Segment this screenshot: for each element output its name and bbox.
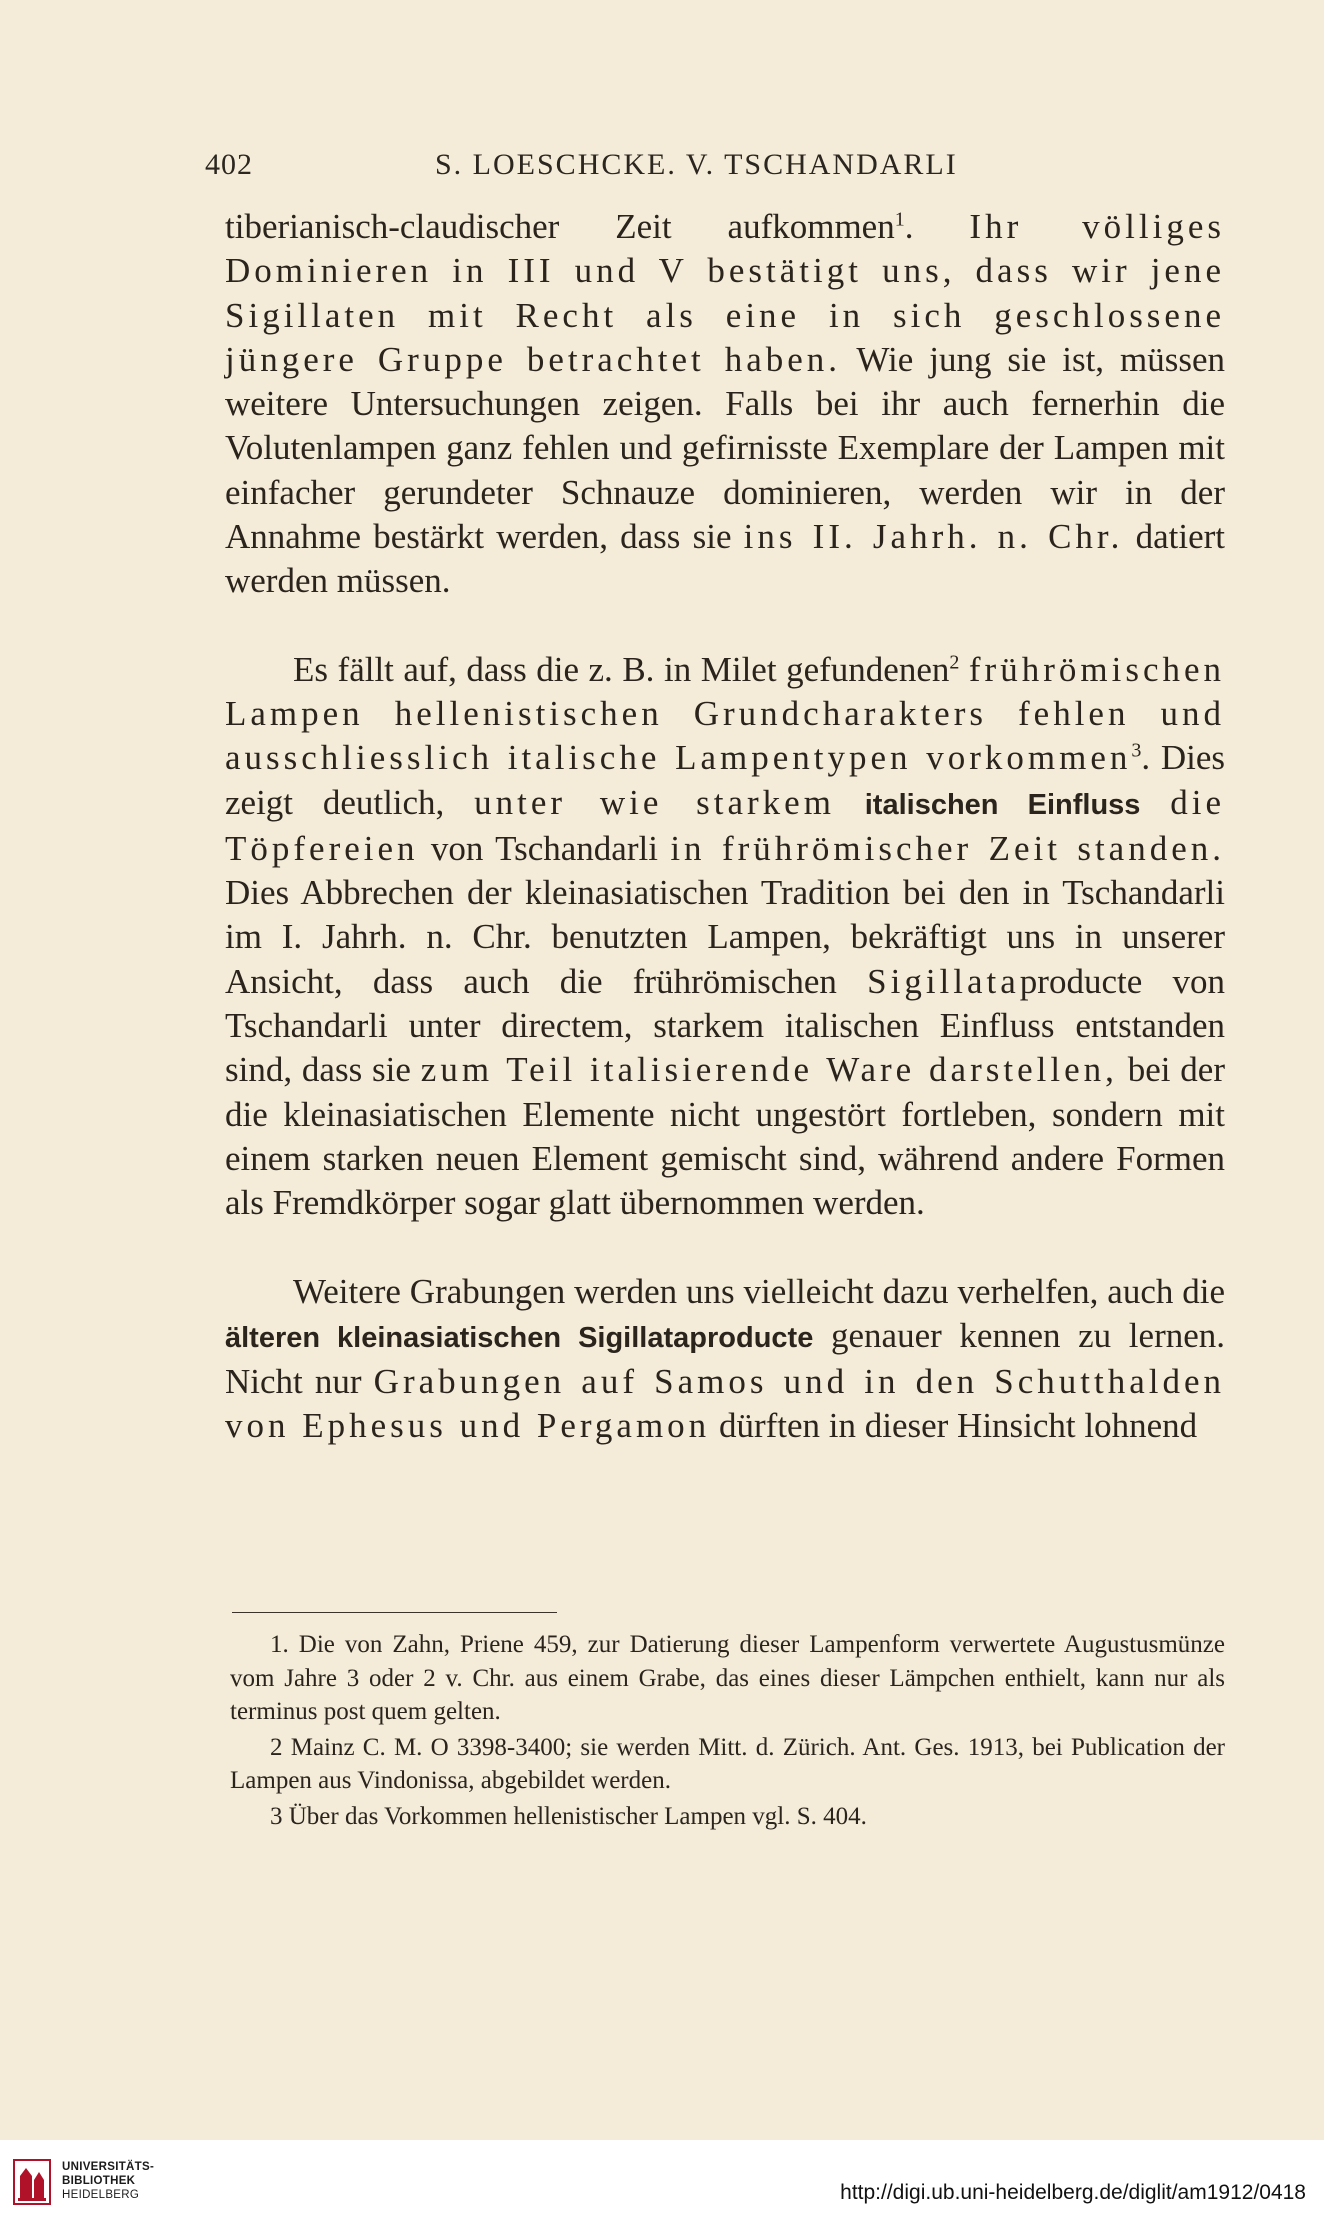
footnote-marker: 3 xyxy=(270,1802,283,1830)
text-run: datiert werden müssen. xyxy=(225,517,1225,601)
footnote-reference[interactable]: 2 xyxy=(949,651,960,674)
paragraph-3 xyxy=(225,1270,1225,1449)
library-name-line: BIBLIOTHEK xyxy=(62,2175,136,2187)
text-run: . Dies zeigt deutlich, xyxy=(225,738,1225,822)
text-run: Dies Abbrechen der kleinasiatischen Tradition bei den in Tschandarli im I. Jahrh. n. Chr. benutzten Lampen, bekräftigt uns in unserer Ansicht, dass auch die frührömischen xyxy=(225,873,1225,1001)
source-url-link[interactable]: http://digi.ub.uni-heidelberg.de/diglit/am1912/0418 xyxy=(840,2181,1306,2204)
spaced-text-run: frührömischen Lampen hellenistischen Grundcharakters fehlen und ausschliesslich italische Lampentypen vorkommen xyxy=(225,649,1226,778)
spaced-text-run: unter wie starkem xyxy=(474,782,835,822)
spaced-text-run: Sigillata xyxy=(867,961,1020,1001)
footnote-reference[interactable]: 1 xyxy=(894,208,905,231)
paragraph-1 xyxy=(225,205,1225,604)
library-name[interactable] xyxy=(62,2160,154,2202)
text-run: von Tschandarli xyxy=(418,828,671,868)
text-run xyxy=(835,783,865,822)
text-run: Es fällt auf, dass die z. B. in Milet gefundenen xyxy=(293,649,950,689)
text-run: genauer kennen zu lernen. Nicht nur xyxy=(225,1315,1226,1402)
text-run: bei der die kleinasiatischen Elemente nicht ungestört fortleben, sondern mit einem starken neuen Element gemischt sind, während andere Formen als Fremdkörper sogar glatt übernommen werden. xyxy=(225,1050,1225,1223)
heidelberg-library-logo-icon[interactable] xyxy=(12,2158,52,2206)
footnote-text: Mainz C. M. O 3398-3400; sie werden Mitt. d. Zürich. Ant. Ges. 1913, bei Publication der Lampen aus Vindonissa, abgebildet werden. xyxy=(230,1733,1225,1794)
text-run: Wie jung sie ist, müssen weitere Untersuchungen zeigen. Falls bei ihr auch fernerhin die Volutenlampen ganz fehlen und gefirnisste Exemplare der Lampen mit einfacher gerundeter Schnauze dominieren, werden wir in der Annahme bestärkt werden, dass sie xyxy=(225,339,1226,557)
running-title: S. LOESCHCKE. V. TSCHANDARLI xyxy=(435,148,958,181)
text-run: . xyxy=(904,207,970,246)
spaced-text-run: die Töpfereien xyxy=(225,782,1225,868)
library-name-line: UNIVERSITÄTS- xyxy=(62,2161,155,2173)
library-name-line: HEIDELBERG xyxy=(62,2189,140,2201)
page-number: 402 xyxy=(205,148,253,181)
spaced-text-run: zum Teil italisierende Ware darstellen, xyxy=(420,1050,1118,1090)
footnote-marker: 1. xyxy=(270,1631,289,1658)
text-run: dürften in dieser Hinsicht lohnend xyxy=(710,1406,1198,1446)
bold-text-run: italischen Einfluss xyxy=(864,788,1141,821)
text-run: producte von Tschandarli unter directem, starkem italischen Einfluss entstanden sind, dass sie xyxy=(225,961,1226,1090)
footnote-2 xyxy=(230,1731,1225,1798)
footnotes xyxy=(230,1628,1225,1833)
bold-text-run: älteren kleinasiatischen Sigillataproducte xyxy=(225,1321,814,1354)
spaced-text-run: Grabungen auf Samos und in den Schutthalden von Ephesus und Pergamon xyxy=(225,1362,1225,1446)
paragraph-2 xyxy=(225,648,1225,1226)
footnote-text: Die von Zahn, Priene 459, zur Datierung dieser Lampenform verwertete Augustusmünze vom Jahre 3 oder 2 v. Chr. aus einem Grabe, das eines dieser Lämpchen enthielt, kann nur als terminus post quem gelten. xyxy=(230,1631,1225,1725)
text-run xyxy=(959,650,969,689)
footnote-1 xyxy=(230,1628,1225,1729)
text-run: Weitere Grabungen werden uns vielleicht dazu verhelfen, auch die xyxy=(293,1271,1225,1311)
spaced-text-run: Ihr völliges Dominieren in III und V bestätigt uns, dass wir jene Sigillaten mit Recht als eine in sich geschlossene jüngere Gruppe betrachtet haben. xyxy=(225,207,1226,379)
footnote-text: Über das Vorkommen hellenistischer Lampen vgl. S. 404. xyxy=(288,1802,867,1830)
spaced-text-run: ins II. Jahrh. n. Chr. xyxy=(743,517,1124,557)
footnote-reference[interactable]: 3 xyxy=(1131,739,1142,762)
body-text xyxy=(225,205,1225,1449)
footnote-marker: 2 xyxy=(270,1733,283,1761)
spaced-text-run: in frührömischer Zeit standen. xyxy=(670,828,1225,868)
text-run: tiberianisch-claudischer Zeit aufkommen xyxy=(225,207,895,246)
footnote-3 xyxy=(230,1800,1225,1834)
footnote-divider xyxy=(232,1612,557,1613)
text-run xyxy=(1140,783,1170,822)
